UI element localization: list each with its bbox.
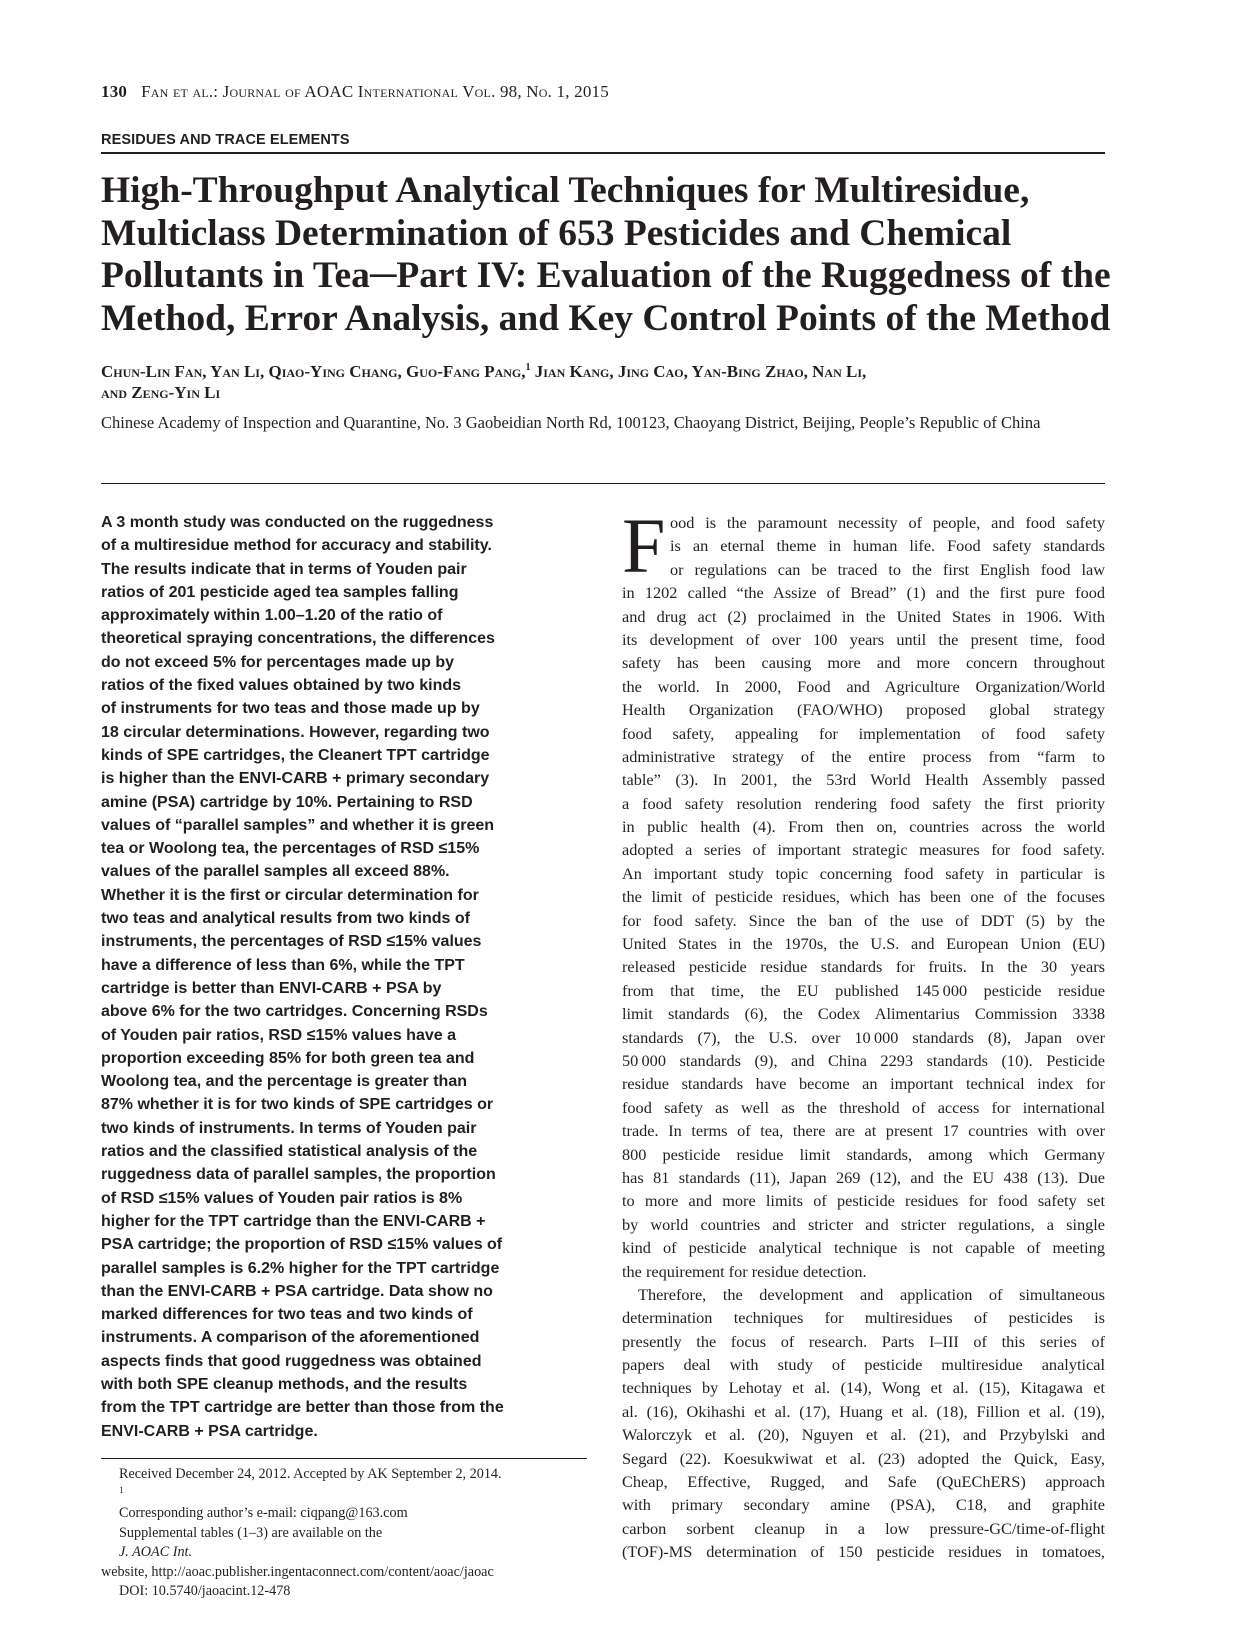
article-title: [101, 170, 1111, 340]
footnote-rule: [101, 1458, 587, 1459]
abstract-line: PSA cartridge; the proportion of RSD ≤15% values of: [101, 1236, 503, 1254]
footnote-corresponding: [101, 1485, 591, 1524]
body-line: limit standards (6), the Codex Alimentarius Commission 3338: [622, 1004, 1105, 1024]
authors-line-1b: Jian Kang, Jing Cao, Yan-Bing Zhao, Nan Li,: [530, 362, 867, 381]
body-line: its development of over 100 years until the present time, food: [622, 629, 1105, 649]
body-line: is an eternal theme in human life. Food safety standards: [670, 536, 1105, 556]
abstract-line: theoretical spraying concentrations, the differences: [101, 630, 495, 648]
abstract-line: A 3 month study was conducted on the ruggedness: [101, 514, 494, 531]
body-line: the world. In 2000, Food and Agriculture Organization/World: [622, 676, 1105, 696]
abstract-line: ruggedness data of parallel samples, the proportion: [101, 1166, 496, 1184]
body-line: for food safety. Since the ban of the use of DDT (5) by the: [622, 910, 1105, 930]
footnote-received: Received December 24, 2012. Accepted by AK September 2, 2014.: [119, 1466, 502, 1482]
abstract-line: values of “parallel samples” and whether it is green: [101, 816, 495, 834]
body-line: in 1202 called “the Assize of Bread” (1) and the first pure food: [622, 583, 1105, 603]
body-line: food safety, appealing for implementation of food safety: [622, 723, 1105, 743]
body-line: the requirement for residue detection.: [622, 1261, 867, 1281]
author-list: [101, 361, 1105, 403]
journal-citation: Fan et al.: Journal of AOAC International Vol. 98, No. 1, 2015: [141, 82, 609, 101]
abstract: [101, 511, 591, 1443]
abstract-line: ENVI-CARB + PSA cartridge.: [101, 1422, 318, 1440]
body-line: safety has been causing more and more concern throughout: [622, 653, 1105, 673]
body-line: Walorczyk et al. (20), Nguyen et al. (21), and Przybylski and: [622, 1425, 1105, 1445]
abstract-line: than the ENVI-CARB + PSA cartridge. Data show no: [101, 1282, 493, 1300]
body-line: techniques by Lehotay et al. (14), Wong et al. (15), Kitagawa et: [622, 1378, 1105, 1398]
affiliation: Chinese Academy of Inspection and Quarantine, No. 3 Gaobeidian North Rd, 100123, Chaoyang District, Beijing, People’s Republic of China: [101, 413, 1041, 432]
body-line: the limit of pesticide residues, which has been one of the focuses: [622, 887, 1105, 907]
abstract-line: parallel samples is 6.2% higher for the TPT cartridge: [101, 1259, 500, 1277]
header-rule: [101, 152, 1105, 154]
authors-line-2: and Zeng-Yin Li: [101, 383, 221, 402]
abstract-line: have a difference of less than 6%, while the TPT: [101, 956, 465, 974]
body-line: An important study topic concerning food safety in particular is: [622, 863, 1105, 883]
body-line: Therefore, the development and application of simultaneous: [638, 1284, 1105, 1304]
title-line: Method, Error Analysis, and Key Control Points of the Method: [101, 297, 1111, 339]
abstract-line: The results indicate that in terms of Youden pair: [101, 560, 467, 578]
abstract-line: above 6% for the two cartridges. Concerning RSDs: [101, 1003, 488, 1021]
body-line: with primary secondary amine (PSA), C18, and graphite: [622, 1495, 1105, 1515]
abstract-line: marked differences for two teas and two kinds of: [101, 1306, 473, 1324]
body-line: papers deal with study of pesticide multiresidue analytical: [622, 1355, 1105, 1375]
abstract-line: higher for the TPT cartridge than the ENVI-CARB +: [101, 1212, 486, 1230]
footnote-marker: 1: [119, 1484, 124, 1495]
body-line: Segard (22). Koesukwiwat et al. (23) adopted the Quick, Easy,: [622, 1448, 1105, 1468]
abstract-line: 87% whether it is for two kinds of SPE cartridges or: [101, 1096, 494, 1114]
body-column: [622, 502, 1105, 1564]
title-line: Pollutants in Tea─Part IV: Evaluation of the Ruggedness of the: [101, 255, 1111, 296]
abstract-line: two kinds of instruments. In terms of Youden pair: [101, 1119, 477, 1137]
abstract-line: instruments. A comparison of the aforementioned: [101, 1329, 480, 1347]
body-line: released pesticide residue standards for fruits. In the 30 years: [622, 957, 1105, 977]
section-label: RESIDUES AND TRACE ELEMENTS: [101, 132, 350, 148]
body-line: United States in the 1970s, the U.S. and European Union (EU): [622, 934, 1105, 954]
body-line: presently the focus of research. Parts I–III of this series of: [622, 1331, 1105, 1351]
abstract-line: is higher than the ENVI-CARB + primary secondary: [101, 770, 490, 788]
body-line: residue standards have become an important technical index for: [622, 1074, 1105, 1094]
abstract-line: amine (PSA) cartridge by 10%. Pertaining to RSD: [101, 793, 473, 811]
body-line: carbon sorbent cleanup in a low pressure-GC/time-of-flight: [622, 1518, 1105, 1538]
abstract-line: tea or Woolong tea, the percentages of RSD ≤15%: [101, 840, 480, 858]
authors-line-1a: Chun-Lin Fan, Yan Li, Qiao-Ying Chang, Guo-Fang Pang,: [101, 362, 526, 381]
body-line: 800 pesticide residue limit standards, among which Germany: [622, 1144, 1105, 1164]
body-line: to more and more limits of pesticide residues for food safety set: [622, 1191, 1105, 1211]
page-number: 130: [101, 82, 128, 101]
journal-abbrev: J. AOAC Int.: [119, 1544, 193, 1560]
body-line: 50 000 standards (9), and China 2293 standards (10). Pesticide: [622, 1050, 1105, 1070]
abstract-line: kinds of SPE cartridges, the Cleanert TPT cartridge: [101, 746, 490, 764]
abstract-line: of instruments for two teas and those made up by: [101, 700, 480, 718]
title-line: Multiclass Determination of 653 Pesticides and Chemical: [101, 212, 1012, 254]
body-line: trade. In terms of tea, there are at present 17 countries with over: [622, 1121, 1105, 1141]
abstract-line: 18 circular determinations. However, regarding two: [101, 723, 490, 741]
abstract-line: proportion exceeding 85% for both green tea and: [101, 1049, 475, 1067]
abstract-line: cartridge is better than ENVI-CARB + PSA by: [101, 979, 442, 997]
body-line: ood is the paramount necessity of people, and food safety: [670, 513, 1105, 532]
corresponding-author-text: Corresponding author’s e-mail: ciqpang@163.com: [119, 1505, 408, 1521]
footnote-doi: DOI: 10.5740/jaoacint.12-478: [119, 1583, 291, 1599]
abstract-line: of Youden pair ratios, RSD ≤15% values have a: [101, 1026, 456, 1044]
body-line: adopted a series of important strategic measures for food safety.: [622, 840, 1105, 860]
body-line: food safety as well as the threshold of access for international: [622, 1097, 1105, 1117]
abstract-line: ratios of the fixed values obtained by two kinds: [101, 677, 462, 695]
body-line: Health Organization (FAO/WHO) proposed global strategy: [622, 700, 1105, 720]
abstract-line: do not exceed 5% for percentages made up by: [101, 653, 454, 671]
body-line: has 81 standards (11), Japan 269 (12), and the EU 438 (13). Due: [622, 1167, 1105, 1187]
abstract-line: aspects finds that good ruggedness was obtained: [101, 1352, 482, 1370]
abstract-line: of RSD ≤15% values of Youden pair ratios is 8%: [101, 1189, 463, 1207]
body-line: al. (16), Okihashi et al. (17), Huang et al. (18), Fillion et al. (19),: [622, 1401, 1105, 1421]
footnote-supplemental: [101, 1524, 591, 1563]
body-line: in public health (4). From then on, countries across the world: [622, 817, 1105, 837]
body-line: Cheap, Effective, Rugged, and Safe (QuEChERS) approach: [622, 1472, 1105, 1492]
footnotes: [101, 1465, 591, 1602]
body-line: from that time, the EU published 145 000 pesticide residue: [622, 980, 1105, 1000]
body-line: administrative strategy of the entire process from “farm to: [622, 746, 1105, 766]
body-line: (TOF)-MS determination of 150 pesticide residues in tomatoes,: [622, 1542, 1105, 1562]
body-line: a food safety resolution rendering food safety the first priority: [622, 793, 1105, 813]
drop-cap: F: [622, 502, 666, 589]
abstract-line: instruments, the percentages of RSD ≤15% values: [101, 933, 482, 951]
body-line: standards (7), the U.S. over 10 000 standards (8), Japan over: [622, 1027, 1105, 1047]
abstract-line: with both SPE cleanup methods, and the results: [101, 1375, 468, 1393]
footnote-website: website, http://aoac.publisher.ingentaconnect.com/content/aoac/jaoac: [101, 1563, 494, 1580]
running-head: [101, 82, 609, 102]
abstract-line: from the TPT cartridge are better than those from the: [101, 1399, 504, 1417]
section-divider: [101, 483, 1105, 484]
abstract-line: ratios of 201 pesticide aged tea samples falling: [101, 583, 459, 601]
body-line: by world countries and stricter and stricter regulations, a single: [622, 1214, 1105, 1234]
abstract-line: values of the parallel samples all exceed 88%.: [101, 863, 450, 881]
abstract-line: two teas and analytical results from two kinds of: [101, 910, 470, 928]
body-line: kind of pesticide analytical technique is not capable of meeting: [622, 1238, 1105, 1258]
abstract-line: Woolong tea, and the percentage is greater than: [101, 1073, 467, 1091]
supplemental-text: Supplemental tables (1–3) are available on the: [119, 1524, 383, 1541]
body-line: and drug act (2) proclaimed in the United States in 1906. With: [622, 606, 1105, 626]
abstract-line: ratios and the classified statistical analysis of the: [101, 1143, 478, 1161]
abstract-line: Whether it is the first or circular determination for: [101, 886, 479, 904]
body-line: determination techniques for multiresidues of pesticides is: [622, 1308, 1105, 1328]
body-line: table” (3). In 2001, the 53rd World Health Assembly passed: [622, 770, 1105, 790]
abstract-line: of a multiresidue method for accuracy and stability.: [101, 537, 492, 555]
body-line: or regulations can be traced to the first English food law: [670, 559, 1105, 579]
author-footnote-marker: 1: [525, 362, 531, 373]
title-line: High-Throughput Analytical Techniques for Multiresidue,: [101, 170, 1030, 211]
abstract-line: approximately within 1.00–1.20 of the ratio of: [101, 607, 443, 625]
